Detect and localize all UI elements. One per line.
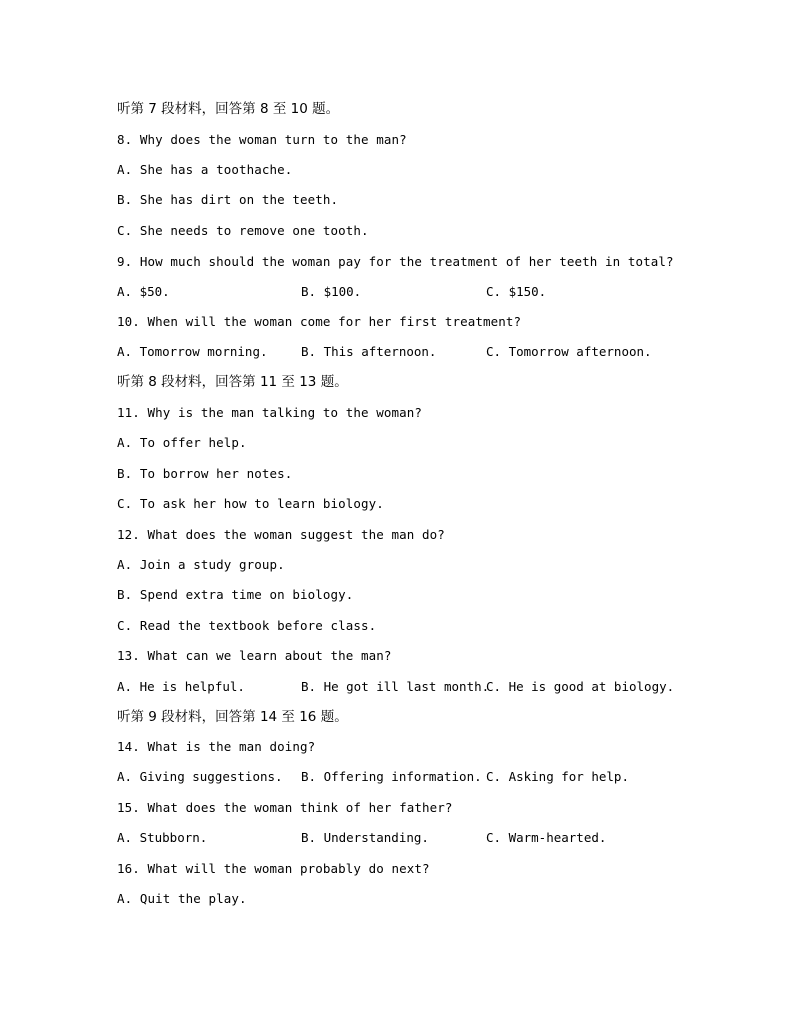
option-b: B. This afternoon. <box>301 344 437 359</box>
option-a: A. Quit the play. <box>117 891 247 906</box>
option-c: C. Warm-hearted. <box>486 830 607 845</box>
option-b: B. He got ill last month. <box>301 679 490 694</box>
question-stem: 9. How much should the woman pay for the treatment of her teeth in total? <box>117 254 674 269</box>
option-c: C. He is good at biology. <box>486 679 675 694</box>
option-a: A. He is helpful. <box>117 679 245 694</box>
option-b: B. To borrow her notes. <box>117 466 293 481</box>
question-stem: 8. Why does the woman turn to the man? <box>117 132 407 147</box>
question-stem: 15. What does the woman think of her father? <box>117 800 453 815</box>
option-b: B. $100. <box>301 284 362 299</box>
option-c: C. Asking for help. <box>486 769 629 784</box>
question-stem: 11. Why is the man talking to the woman? <box>117 405 423 420</box>
option-b: B. She has dirt on the teeth. <box>117 192 339 207</box>
option-a: A. Tomorrow morning. <box>117 344 268 359</box>
option-a: A. To offer help. <box>117 435 247 450</box>
question-stem: 14. What is the man doing? <box>117 739 316 754</box>
question-stem: 16. What will the woman probably do next? <box>117 861 430 876</box>
option-a: A. Giving suggestions. <box>117 769 283 784</box>
option-c: C. To ask her how to learn biology. <box>117 496 384 511</box>
question-stem: 12. What does the woman suggest the man do? <box>117 527 445 542</box>
section-heading: 听第 8 段材料，回答第 11 至 13 题。 <box>117 374 348 390</box>
option-b: B. Spend extra time on biology. <box>117 587 354 602</box>
option-a: A. $50. <box>117 284 170 299</box>
option-b: B. Offering information. <box>301 769 482 784</box>
option-a: A. She has a toothache. <box>117 162 293 177</box>
option-b: B. Understanding. <box>301 830 429 845</box>
option-c: C. $150. <box>486 284 547 299</box>
option-a: A. Join a study group. <box>117 557 285 572</box>
option-c: C. Read the textbook before class. <box>117 618 377 633</box>
option-c: C. Tomorrow afternoon. <box>486 344 652 359</box>
option-a: A. Stubborn. <box>117 830 208 845</box>
question-stem: 10. When will the woman come for her first treatment? <box>117 314 522 329</box>
section-heading: 听第 7 段材料，回答第 8 至 10 题。 <box>117 101 340 117</box>
option-c: C. She needs to remove one tooth. <box>117 223 369 238</box>
question-stem: 13. What can we learn about the man? <box>117 648 392 663</box>
section-heading: 听第 9 段材料，回答第 14 至 16 题。 <box>117 709 348 725</box>
